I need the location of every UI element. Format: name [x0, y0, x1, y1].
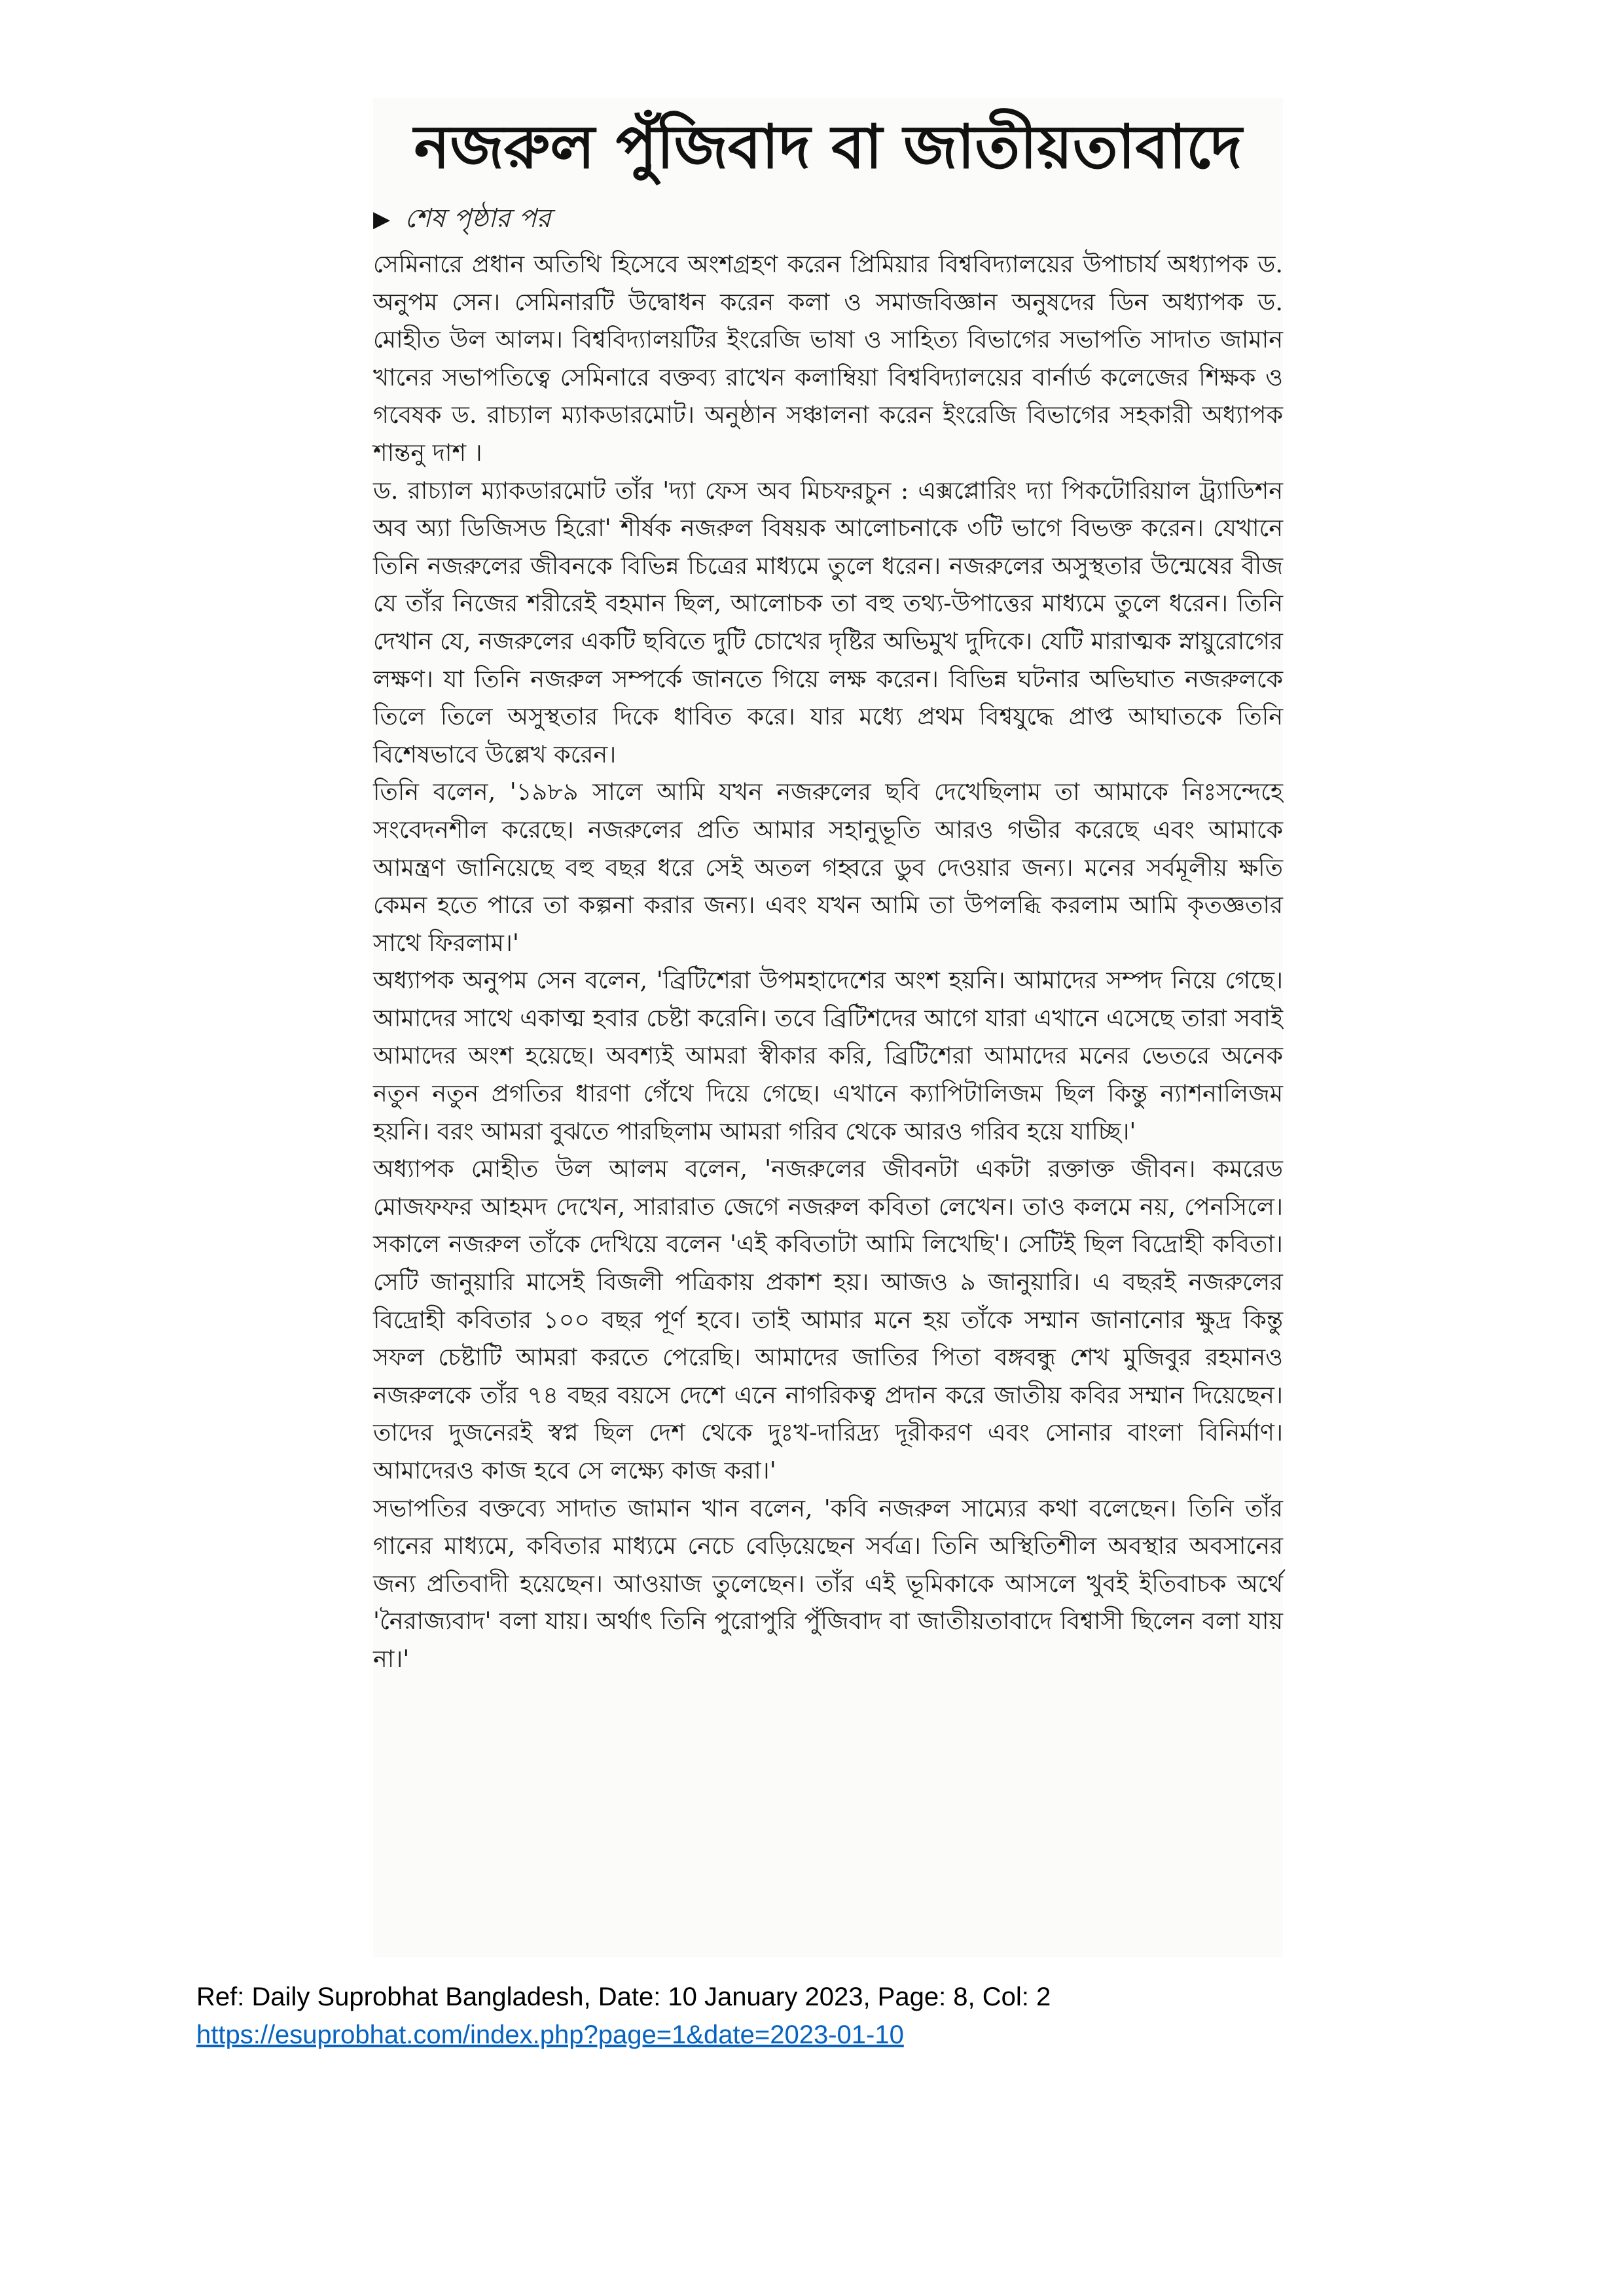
article-body — [373, 245, 1283, 1678]
article-paragraph: ড. রাচ্যাল ম্যাকডারমোট তাঁর 'দ্যা ফেস অব মিচফরচুন : এক্সপ্লোরিং দ্যা পিকটোরিয়াল ট্র্যাডিশন অব অ্যা ডিজিসড হিরো' শীর্ষক নজরুল বিষয়ক আলোচনাকে ৩টি ভাগে বিভক্ত করেন। যেখানে তিনি নজরুলের জীবনকে বিভিন্ন চিত্রের মাধ্যমে তুলে ধরেন। নজরুলের অসুস্থতার উন্মেষের বীজ যে তাঁর নিজের শরীরেই বহমান ছিল, আলোচক তা বহু তথ্য-উপাত্তের মাধ্যমে তুলে ধরেন। তিনি দেখান যে, নজরুলের একটি ছবিতে দুটি চোখের দৃষ্টির অভিমুখ দুদিকে। যেটি মারাত্মক স্নায়ুরোগের লক্ষণ। যা তিনি নজরুল সম্পর্কে জানতে গিয়ে লক্ষ করেন। বিভিন্ন ঘটনার অভিঘাত নজরুলকে তিলে তিলে অসুস্থতার দিকে ধাবিত করে। যার মধ্যে প্রথম বিশ্বযুদ্ধে প্রাপ্ত আঘাতকে তিনি বিশেষভাবে উল্লেখ করেন। — [373, 476, 1283, 768]
reference-citation: Ref: Daily Suprobhat Bangladesh, Date: 10 January 2023, Page: 8, Col: 2 — [196, 1982, 1051, 2011]
continued-label-text: শেষ পৃষ্ঠার পর — [405, 203, 551, 234]
article-paragraph: অধ্যাপক মোহীত উল আলম বলেন, 'নজরুলের জীবনটা একটা রক্তাক্ত জীবন। কমরেড মোজফফর আহমদ দেখেন, সারারাত জেগে নজরুল কবিতা লেখেন। তাও কলমে নয়, পেনসিলে। সকালে নজরুল তাঁকে দেখিয়ে বলেন 'এই কবিতাটা আমি লিখেছি'। সেটিই ছিল বিদ্রোহী কবিতা। সেটি জানুয়ারি মাসেই বিজলী পত্রিকায় প্রকাশ হয়। আজও ৯ জানুয়ারি। এ বছরই নজরুলের বিদ্রোহী কবিতার ১০০ বছর পূর্ণ হবে। তাই আমার মনে হয় তাঁকে সম্মান জানানোর ক্ষুদ্র কিন্তু সফল চেষ্টাটি আমরা করতে পেরেছি। আমাদের জাতির পিতা বঙ্গবন্ধু শেখ মুজিবুর রহমানও নজরুলকে তাঁর ৭৪ বছর বয়সে দেশে এনে নাগরিকত্ব প্রদান করে জাতীয় কবির সম্মান দিয়েছেন। তাদের দুজনেরই স্বপ্ন ছিল দেশ থেকে দুঃখ-দারিদ্র্য দূরীকরণ এবং সোনার বাংলা বিনির্মাণ। আমাদেরও কাজ হবে সে লক্ষ্যে কাজ করা।' — [373, 1155, 1283, 1484]
newspaper-clipping — [373, 98, 1283, 1957]
reference-link[interactable]: https://esuprobhat.com/index.php?page=1&date=2023-01-10 — [196, 2020, 904, 2049]
article-paragraph: তিনি বলেন, '১৯৮৯ সালে আমি যখন নজরুলের ছবি দেখেছিলাম তা আমাকে নিঃসন্দেহে সংবেদনশীল করেছে। নজরুলের প্রতি আমার সহানুভূতি আরও গভীর করেছে এবং আমাকে আমন্ত্রণ জানিয়েছে বহু বছর ধরে সেই অতল গহ্বরে ডুব দেওয়ার জন্য। মনের সর্বমূলীয় ক্ষতি কেমন হতে পারে তা কল্পনা করার জন্য। এবং যখন আমি তা উপলব্ধি করলাম আমি কৃতজ্ঞতার সাথে ফিরলাম।' — [373, 778, 1283, 957]
article-headline: নজরুল পুঁজিবাদ বা জাতীয়তাবাদে — [414, 112, 1242, 182]
article-paragraph: সভাপতির বক্তব্যে সাদাত জামান খান বলেন, 'কবি নজরুল সাম্যের কথা বলেছেন। তিনি তাঁর গানের মাধ্যমে, কবিতার মাধ্যমে নেচে বেড়িয়েছেন সর্বত্র। তিনি অস্থিতিশীল অবস্থার অবসানের জন্য প্রতিবাদী হয়েছেন। আওয়াজ তুলেছেন। তাঁর এই ভূমিকাকে আসলে খুবই ইতিবাচক অর্থে 'নৈরাজ্যবাদ' বলা যায়। অর্থাৎ তিনি পুরোপুরি পুঁজিবাদ বা জাতীয়তাবাদে বিশ্বাসী ছিলেন বলা যায় না।' — [373, 1494, 1283, 1673]
continued-from-label — [373, 196, 551, 242]
article-paragraph: সেমিনারে প্রধান অতিথি হিসেবে অংশগ্রহণ করেন প্রিমিয়ার বিশ্ববিদ্যালয়ের উপাচার্য অধ্যাপক ড. অনুপম সেন। সেমিনারটি উদ্বোধন করেন কলা ও সমাজবিজ্ঞান অনুষদের ডিন অধ্যাপক ড. মোহীত উল আলম। বিশ্ববিদ্যালয়টির ইংরেজি ভাষা ও সাহিত্য বিভাগের সভাপতি সাদাত জামান খানের সভাপতিত্বে সেমিনারে বক্তব্য রাখেন কলাম্বিয়া বিশ্ববিদ্যালয়ের বার্নার্ড কলেজের শিক্ষক ও গবেষক ড. রাচ্যাল ম্যাকডারমোট। অনুষ্ঠান সঞ্চালনা করেন ইংরেজি বিভাগের সহকারী অধ্যাপক শান্তনু দাশ । — [373, 250, 1283, 467]
right-triangle-icon: ▶ — [373, 206, 391, 232]
article-paragraph: অধ্যাপক অনুপম সেন বলেন, 'ব্রিটিশেরা উপমহাদেশের অংশ হয়নি। আমাদের সম্পদ নিয়ে গেছে। আমাদের সাথে একাত্ম হবার চেষ্টা করেনি। তবে ব্রিটিশদের আগে যারা এখানে এসেছে তারা সবাই আমাদের অংশ হয়েছে। অবশ্যই আমরা স্বীকার করি, ব্রিটিশেরা আমাদের মনের ভেতরে অনেক নতুন নতুন প্রগতির ধারণা গেঁথে দিয়ে গেছে। এখানে ক্যাপিটালিজম ছিল কিন্তু ন্যাশনালিজম হয়নি। বরং আমরা বুঝতে পারছিলাম আমরা গরিব থেকে আরও গরিব হয়ে যাচ্ছি।' — [373, 966, 1283, 1145]
